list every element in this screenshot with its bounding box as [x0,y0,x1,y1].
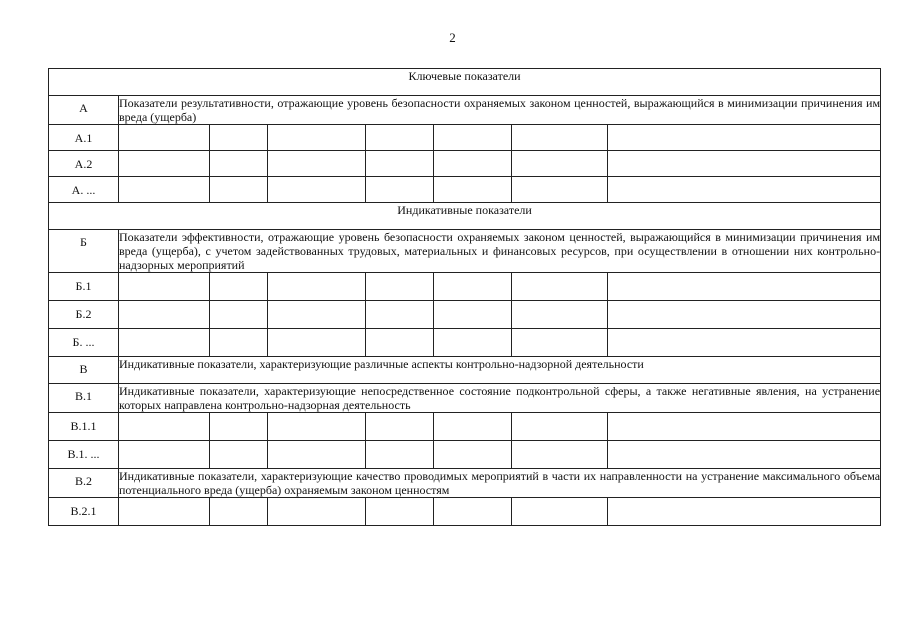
table-cell [268,177,366,203]
table-row [49,151,881,177]
table-cell [210,151,268,177]
table-cell [366,498,434,526]
table-cell [119,329,210,357]
table-cell [119,125,210,151]
section-a-row [49,96,881,125]
table-cell [119,301,210,329]
table-row [49,125,881,151]
row-code: В [49,357,119,384]
row-description: Показатели результативности, отражающие уровень безопасности охраняемых законом ценностей, выражающийся в минимизации причинения им вреда (ущерба) [119,96,881,124]
row-description: Индикативные показатели, характеризующие непосредственное состояние подконтрольной сферы, а также негативные явления, на устранение которых направлена контрольно-надзорная деятельность [119,384,881,412]
table-cell [268,441,366,469]
table-cell [608,273,881,301]
row-code: В.2 [49,469,119,498]
table-cell [608,413,881,441]
row-code: В.1.1 [49,413,119,441]
table-cell [434,498,512,526]
table-cell [434,329,512,357]
row-code: А.2 [49,151,119,177]
row-code: Б. ... [49,329,119,357]
table-cell [434,151,512,177]
table-row [49,441,881,469]
table-cell [210,329,268,357]
table-cell [608,441,881,469]
section-b-row [49,230,881,273]
table-cell [366,273,434,301]
table-cell [512,301,608,329]
table-cell [366,441,434,469]
row-code: А [49,96,119,125]
table-cell [512,413,608,441]
table-row [49,498,881,526]
table-cell [268,151,366,177]
table-cell [366,177,434,203]
table-cell [512,273,608,301]
table-cell [119,441,210,469]
key-indicators-header: Ключевые показатели [49,69,881,96]
row-code: А.1 [49,125,119,151]
table-cell [366,301,434,329]
row-code: Б.1 [49,273,119,301]
row-code: А. ... [49,177,119,203]
table-cell [512,441,608,469]
row-code: Б.2 [49,301,119,329]
section-v1-row [49,384,881,413]
table-cell [119,413,210,441]
row-code: В.1 [49,384,119,413]
table-cell [210,498,268,526]
row-description: Показатели эффективности, отражающие уровень безопасности охраняемых законом ценностей, выражающийся в минимизации причинения им вреда (ущерба), с учетом задействованных трудовых, материальных и финансовых ресурсов, при осуществлении в отношении них контрольно-надзорных мероприятий [119,230,881,272]
table-cell [210,441,268,469]
indicative-indicators-header: Индикативные показатели [49,203,881,230]
table-cell [608,151,881,177]
row-description: Индикативные показатели, характеризующие качество проводимых мероприятий в части их направленности на устранение максимального объема потенциального вреда (ущерба) охраняемым законом ценностям [119,469,881,497]
table-row [49,273,881,301]
table-cell [366,413,434,441]
row-description: Индикативные показатели, характеризующие различные аспекты контрольно-надзорной деятельности [119,357,881,384]
table-cell [512,329,608,357]
table-row [49,413,881,441]
table-cell [119,273,210,301]
table-cell [434,177,512,203]
row-code: В.2.1 [49,498,119,526]
table-cell [608,329,881,357]
table-cell [268,498,366,526]
table-cell [434,273,512,301]
table-cell [512,125,608,151]
table-cell [434,441,512,469]
table-cell [608,498,881,526]
table-cell [268,301,366,329]
table-cell [119,151,210,177]
table-cell [366,125,434,151]
table-cell [268,125,366,151]
key-indicators-header-row [49,69,881,96]
table-cell [608,301,881,329]
indicative-indicators-header-row [49,203,881,230]
table-cell [366,329,434,357]
table-cell [512,177,608,203]
row-code: В.1. ... [49,441,119,469]
row-code: Б [49,230,119,273]
table-cell [434,125,512,151]
table-cell [268,413,366,441]
table-cell [512,498,608,526]
table-cell [119,498,210,526]
table-cell [608,177,881,203]
table-cell [366,151,434,177]
table-cell [210,413,268,441]
section-v-row [49,357,881,384]
table-cell [512,151,608,177]
table-cell [434,413,512,441]
table-cell [119,177,210,203]
table-row [49,177,881,203]
section-v2-row [49,469,881,498]
table-cell [210,177,268,203]
table-cell [210,273,268,301]
table-cell [210,301,268,329]
indicators-table [48,68,881,526]
page-number: 2 [449,30,456,45]
table-cell [434,301,512,329]
table-cell [268,273,366,301]
table-cell [210,125,268,151]
table-row [49,301,881,329]
table-cell [608,125,881,151]
table-cell [268,329,366,357]
table-row [49,329,881,357]
